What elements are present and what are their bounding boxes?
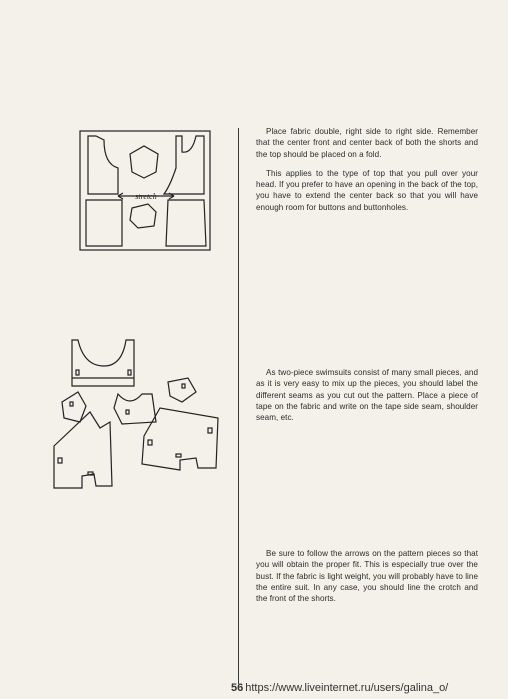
pattern-piece-right-top [164,136,204,194]
bra-top-piece [72,340,134,386]
pattern-piece-right-shorts [166,200,206,246]
instruction-block-1 [256,126,478,221]
shorts-piece-right [142,408,218,470]
paragraph-layout: Place fabric double, right side to right side. Remember that the center front and center back of both the shorts and the top should be placed on a fold. [256,127,478,159]
swimsuit-pieces-illustration [48,336,226,496]
paragraph-top-opening: This applies to the type of top that you pull over your head. If you prefer to have an opening in the back of the top, you have to extend the center back so that you will have enough room for buttons and buttonholes. [256,168,478,212]
stretch-label: stretch [135,192,157,201]
fabric-layout-illustration [78,128,214,254]
page-number: 56 [231,682,244,694]
pattern-piece-left-shorts [86,200,122,246]
column-divider [238,128,239,684]
instruction-block-2 [256,367,478,431]
pattern-piece-crotch [130,204,156,228]
small-piece-right [168,378,196,402]
shorts-piece-left [54,412,112,488]
instruction-block-3 [256,548,478,612]
pattern-piece-center-top [130,146,158,178]
page-footer [231,682,448,694]
paragraph-lining: Be sure to follow the arrows on the pattern pieces so that you will obtain the proper fit. This is especially true over the bust. If the fabric is light weight, you will probably have to line the entire suit. In any case, you should line the crotch and the front of the shorts. [256,549,478,604]
side-piece-left [62,392,86,422]
paragraph-labeling: As two-piece swimsuits consist of many small pieces, and as it is very easy to mix up the pieces, you should label the different seams as you cut out the pattern. Place a piece of tape on the fabric and write on the tape side seam, shoulder seam, etc. [256,368,478,423]
watermark-url[interactable]: https://www.liveinternet.ru/users/galina_o/ [245,682,449,694]
pattern-piece-left-top [88,136,118,194]
back-top-piece [114,394,156,424]
